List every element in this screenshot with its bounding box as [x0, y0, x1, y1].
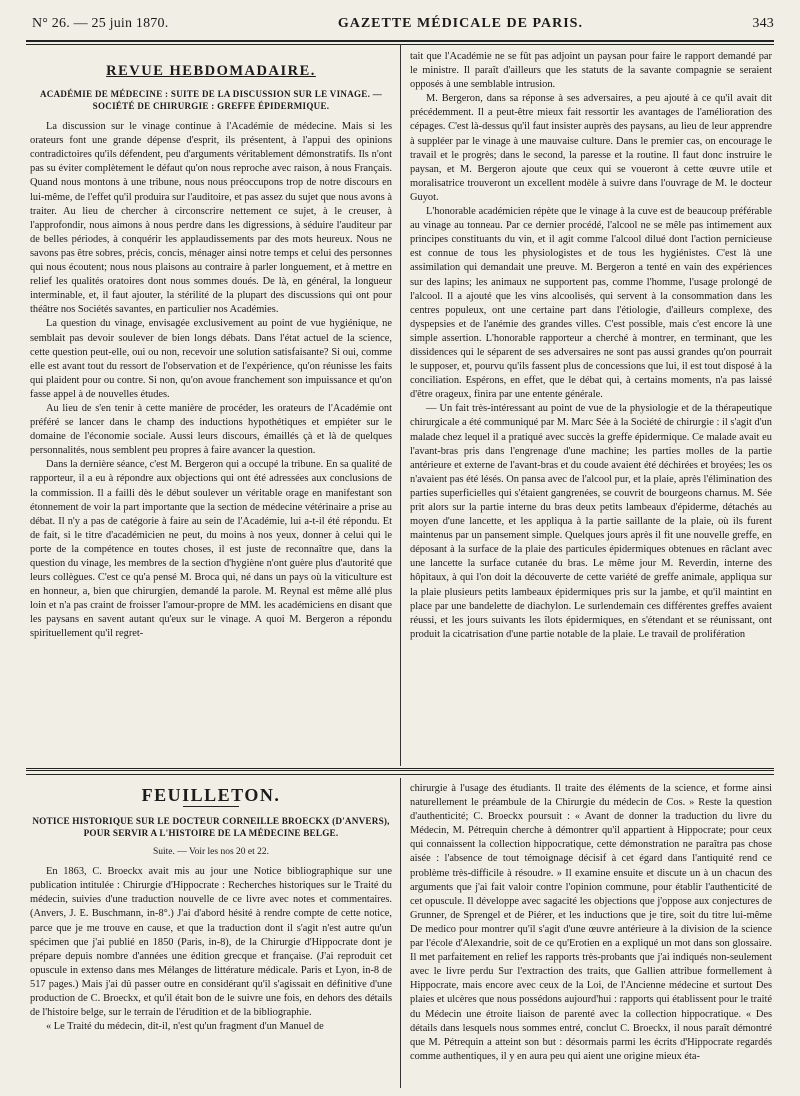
- header-rule: [26, 40, 774, 42]
- revue-subtitle-line-2: SOCIÉTÉ DE CHIRURGIE : GREFFE ÉPIDERMIQUE.: [92, 101, 330, 112]
- feuilleton-right-column: [410, 782, 772, 1082]
- revue-left-column: [30, 50, 392, 762]
- paragraph: En 1863, C. Broeckx avait mis au jour une Notice bibliographique sur une publication intitulée : Chirurgie d'Hippocrate : Recherches historiques sur le Traité du médecin, suivies d'une traduction nouvelle de ce livre avec notes et commentaires. (Anvers, J. E. Buschmann, in-8°.) J'ai d'abord hésité à rendre compte de cette notice, parce que je me trouve en cause, et que la traduction dont il s'agit n'est autre qu'un spécimen que j'ai publié en 1850 (Paris, in-8), de la Chirurgie d'Hippocrate dont je prépare depuis nombre d'années une édition grecque et française. (J'ai reproduit cet opuscule in extenso dans mes Mélanges de littérature médicale. Paris et Lyon, in-8 de 517 pages.) Mais j'ai dû passer outre en considérant qu'il s'agissait en définitive d'une production de C. Broeckx, et qu'il était bon de le suivre une fois, en dehors des détails de l'histoire belge, sur le terrain de l'érudition et de la bibliographie.: [30, 866, 392, 1019]
- notice-heading-line-2: POUR SERVIR A L'HISTOIRE DE LA MÉDECINE BELGE.: [83, 828, 339, 839]
- page-header: [32, 16, 774, 38]
- paragraph: M. Bergeron, dans sa réponse à ses adversaires, a peu ajouté à ce qu'il avait dit précédemment. Il a peut-être mieux fait ressortir les avantages de l'amélioration des cépages. C'est là-dessus qu'il faut insister auprès des paysans, au lieu de leur apprendre à suppléer par le vinage à une mauvaise culture. Dans le premier cas, on encourage le travail et le progrès; dans le second, la paresse et la routine. Il faut donc instruire le paysan, et M. Bergeron ajoute que ceux qui se voueront à cette œuvre utile et moralisatrice trouveront un excellent modèle à suivre dans l'ouvrage de M. le docteur Guyot.: [410, 93, 772, 203]
- column-divider-top: [400, 44, 401, 766]
- paragraph: — Un fait très-intéressant au point de vue de la physiologie et de la thérapeutique chirurgicale a été communiqué par M. Marc Sée à la Société de chirurgie : il s'agit d'un malade chez lequel il a pratiqué avec succès la greffe épidermique. Ce malade avait eu l'avant-bras pris dans l'engrenage d'une machine; les parties molles de la partie antérieure et externe de l'avant-bras et du coude avaient été déchirées et broyées; les os n'avaient pas été lésés. On pansa avec de l'alcool pur, et la plaie, après l'élimination des parties superficielles qui s'étaient gangrenées, se couvrit de bourgeons charnus. M. Sée prit alors sur la partie interne du bras deux petits lambeaux d'épiderme, détachés au moyen d'une lancette, et les appliqua à la partie saillante de la plaie, où ils furent maintenus par un pansement simple. Quelques jours après il fit une nouvelle greffe, en déposant à la surface de la plaie des particules épidermiques obtenues en râclant avec une lancette la surface cutanée du bras. Le même jour M. Reverdin, interne des hôpitaux, à qui l'on doit la découverte de cette variété de greffe animale, appliqua sur la plaie plusieurs petits lambeaux épidermiques pris sur la jambe, et qu'il maintint en place par une bandelette de diachylon. Le surlendemain ces différentes greffes avaient réussi, et les jours suivants les îlots épidermiques, en s'étendant et se réunissant, ont produit la cicatrisation d'une partie notable de la plaie. Le travail de prolifération: [410, 403, 772, 640]
- feuilleton-separator: [26, 768, 774, 771]
- paragraph: L'honorable académicien répète que le vinage à la cuve est de beaucoup préférable au vinage au tonneau. Par ce dernier procédé, l'alcool ne se mêle pas intimement aux principes constituants du vin, et il agit comme l'alcool dilué dont l'action pernicieuse est connue de tous les physiologistes et de tous les hygiénistes. C'est là une assimilation qui demandait une preuve. M. Bergeron a tenté en vain des expériences sur des lapins; les animaux ne supportent pas, comme l'homme, l'usage prolongé de l'alcool. Il a ajouté que les vins alcoolisés, qui servent à la consommation dans les centres populeux, ont une certaine part dans l'étiologie, d'ailleurs complexe, des dyspepsies et de l'anémie des grandes villes. C'est possible, mais c'est encore là une simple assertion. L'honorable rapporteur a cherché à montrer, en terminant, que les dissidences qui le séparent de ses adversaires ne sont pas aussi grandes qu'on pourrait le supposer, et, pourvu qu'ils fassent plus de concessions que lui, il est tout disposé à la conciliation. Espérons, en effet, que le débat qui, à certains moments, n'a pas laissé d'être orageux, finira par une entente générale.: [410, 206, 772, 401]
- feuilleton-rule: [183, 806, 239, 807]
- paragraph: Au lieu de s'en tenir à cette manière de procéder, les orateurs de l'Académie ont préféré se lancer dans le champ des inductions hypothétiques et empiéter sur le domaine de l'économie sociale. Aussi leurs discours, émaillés çà et là de quelques personnalités, nous semblent peu propres à faire avancer la question.: [30, 402, 392, 457]
- revue-subtitle-line-1: ACADÉMIE DE MÉDECINE : SUITE DE LA DISCUSSION SUR LE VINAGE. —: [40, 89, 382, 100]
- paragraph: chirurgie à l'usage des étudiants. Il traite des éléments de la science, et forme ainsi naturellement le préambule de la Chirurgie du médecin de Cos. » Reste la question d'authenticité; C. Broeckx poursuit : « Avant de donner la traduction du livre du Médecin, M. Pétrequin cherche à démontrer qu'il appartient à Hippocrate; pour ceux qui connaissent la collection hippocratique, cette démonstration ne paraîtra pas chose aisée : l'absence de tout témoignage décisif à cet égard dans l'antiquité rend ce problème très-difficile à résoudre. » Il examine ensuite et discute un à un chacun des arguments que j'ai fait valoir contre l'opinion commune, pour établir l'authenticité de cet opuscule. Il développe avec sagacité les objections que j'oppose aux conjectures de Grunner, de Sprengel et de Piérer, et les inductions que je tire, soit du titre lui-même De medico pour montrer qu'il s'agit d'une œuvre antérieure à la division de la science par l'école d'Alexandrie, soit de ce qu'Erotien en a expliqué un mot dans son glossaire. Il met parfaitement en relief les rapports très-probants que j'ai indiqués non-seulement avec le livre perdu Sur l'extraction des traits, que Gallien attribue formellement à Hippocrate, mais encore avec ceux de la Loi, de l'Ancienne médecine et surtout Des plaies et ulcères que nous possédons aujourd'hui : rapports qui établissent pour le traité du Médecin une étroite liaison de parenté avec la collection hippocratique. « Des détails dans lesquels nous sommes entré, conclut C. Broeckx, il nous paraît démontré que M. Pétrequin a atteint son but : désormais parmi les écrits d'Hippocrate regardés comme authentiques, il y en aura peu qui aient une origine mieux éta-: [410, 783, 772, 1062]
- paragraph: La discussion sur le vinage continue à l'Académie de médecine. Mais si les orateurs font une grande dépense d'esprit, ils présentent, à l'appui des opinions contradictoires qu'ils défendent, peu d'arguments véritablement démonstratifs. Ils n'ont pas su éviter complètement le défaut qu'on nous reproche avec raison, à nous Français. Quand nous montons à une tribune, nous nous préoccupons trop de notre discours en lui-même, de l'effet qu'il produira sur l'auditoire, et pas assez du sujet que nous avons à traiter. Au lieu de chercher à circonscrire nettement ce sujet, à le creuser, à l'approfondir, nous aimons à nous perdre dans les digressions, à séduire l'auditeur par de belles périodes, à conquérir les applaudissements par des mots heureux. Nous ne savons pas être sobres, précis, concis, ménager ainsi notre temps et celui des personnes qui nous écoutent; nous nous plaisons au contraire à parler longuement, et à mettre en relief les qualités oratoires dont nous sommes doués. De là, en général, la longueur interminable, et, il faut ajouter, la stérilité de la plupart des discussions qui ont pour théâtre nos Sociétés savantes, en particulier nos Académies.: [30, 121, 392, 316]
- notice-heading-line-1: NOTICE HISTORIQUE SUR LE DOCTEUR CORNEILLE BROECKX (D'ANVERS),: [32, 816, 390, 827]
- page-number: 343: [752, 16, 774, 31]
- paragraph: La question du vinage, envisagée exclusivement au point de vue hygiénique, ne semblait pas devoir soulever de bien longs débats. Dans l'état actuel de la science, cette question peut-elle, oui ou non, recevoir une solution satisfaisante? Si oui, comme elle est avant tout du ressort de l'observation et de l'expérience, qu'on réunisse les faits qui plaident pour ou contre. Si non, qu'on avoue franchement son impuissance et qu'on fasse appel à de nouvelles études.: [30, 318, 392, 400]
- column-divider-bottom: [400, 778, 401, 1088]
- issue-date: N° 26. — 25 juin 1870.: [32, 16, 169, 31]
- journal-title: GAZETTE MÉDICALE DE PARIS.: [337, 16, 583, 31]
- feuilleton-separator-thin: [26, 774, 774, 775]
- revue-right-column: [410, 50, 772, 762]
- notice-heading: [30, 815, 392, 839]
- feuilleton-title: FEUILLETON.: [141, 785, 281, 805]
- feuilleton-left-column: [30, 782, 392, 1082]
- paragraph: Dans la dernière séance, c'est M. Bergeron qui a occupé la tribune. En sa qualité de rapporteur, il a eu à répondre aux objections qui ont été adressées aux conclusions de la commission. Il a failli dès le début soulever un véritable orage en manifestant son étonnement de voir la part importante que la section de médecine vétérinaire a prise au débat. Il n'y a pas de catégorie à faire au sein de l'Académie, lui a-t-il été répondu. Et de fait, si le titre d'académicien ne peut, du moins à nos yeux, donner à celui qui le porte de la compétence en toutes choses, il est juste de reconnaître que, dans la question du vinage, les membres de la section d'hygiène n'ont guère plus d'autorité que leurs collègues. C'est ce qu'a pensé M. Broca qui, né dans un pays où la viticulture est en honneur, a, bien que chirurgien, demandé la parole. M. Reynal est même allé plus loin et n'a pas craint de froisser l'amour-propre de MM. les académiciens en disant que les paysans en savent autant qu'eux sur le vinage. A quoi M. Bergeron a répondu spirituellement qu'il regret-: [30, 459, 392, 640]
- paragraph: « Le Traité du médecin, dit-il, n'est qu'un fragment d'un Manuel de: [46, 1021, 324, 1033]
- suite-note: Suite. — Voir les nos 20 et 22.: [152, 847, 270, 858]
- paragraph: tait que l'Académie ne se fût pas adjoint un paysan pour faire le rapport demandé par le ministre. Il paraît d'ailleurs que les statuts de la savante compagnie se seraient opposés à une semblable intrusion.: [410, 51, 772, 91]
- revue-subtitle: [30, 88, 392, 112]
- revue-title: REVUE HEBDOMADAIRE.: [106, 63, 316, 79]
